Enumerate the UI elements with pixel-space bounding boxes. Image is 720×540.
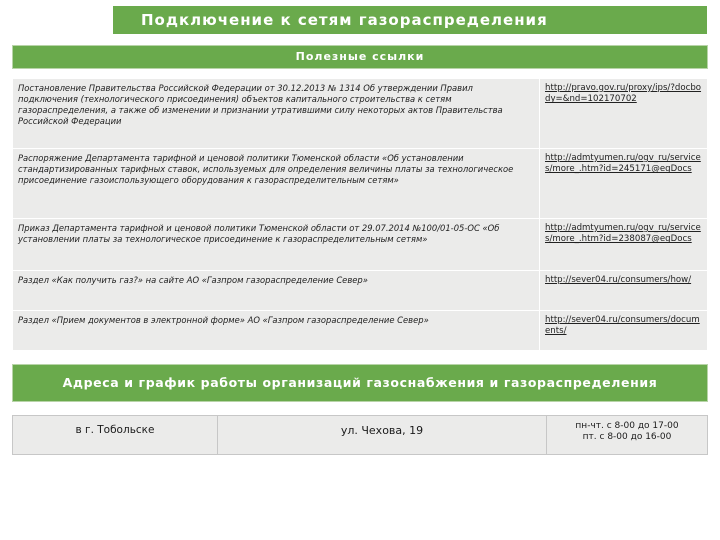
link-url[interactable] — [540, 311, 708, 351]
link-url-text[interactable]: http://admtyumen.ru/ogv_ru/services/more_.htm?id=245171@egDocs — [545, 153, 701, 175]
table-row — [13, 219, 708, 271]
link-url-text[interactable]: http://admtyumen.ru/ogv_ru/services/more_.htm?id=238087@egDocs — [545, 223, 701, 245]
table-row — [13, 79, 708, 149]
link-description: Раздел «Прием документов в электронной форме» АО «Газпром газораспределение Север» — [13, 311, 540, 351]
hours-line: пт. с 8-00 до 16-00 — [582, 432, 672, 443]
table-row — [13, 271, 708, 311]
link-url-text[interactable]: http://pravo.gov.ru/proxy/ips/?docbody=&nd=102170702 — [545, 83, 702, 105]
link-description: Постановление Правительства Российской Федерации от 30.12.2013 № 1314 Об утверждении Правил подключения (технологического присоединения) объектов капитального строительства к сетям газораспределения, а также об изменении и признании утратившими силу некоторых актов Правительства Российской Федерации — [13, 79, 540, 149]
addresses-table — [12, 415, 708, 455]
address-cell: ул. Чехова, 19 — [218, 416, 547, 455]
addresses-section-heading: Адреса и график работы организаций газоснабжения и газораспределения — [12, 364, 708, 402]
link-description: Приказ Департамента тарифной и ценовой политики Тюменской области от 29.07.2014 №100/01-05-ОС «Об установлении платы за технологическое присоединение к газораспределительным сетям» — [13, 219, 540, 271]
table-row — [13, 416, 708, 455]
table-row — [13, 311, 708, 351]
link-url-text[interactable]: http://sever04.ru/consumers/how/ — [545, 275, 692, 285]
link-url[interactable] — [540, 149, 708, 219]
hours-line: пн-чт. с 8-00 до 17-00 — [575, 421, 679, 431]
table-row — [13, 149, 708, 219]
link-url[interactable] — [540, 271, 708, 311]
link-url[interactable] — [540, 219, 708, 271]
links-section-heading: Полезные ссылки — [12, 45, 708, 69]
link-description: Раздел «Как получить газ?» на сайте АО «Газпром газораспределение Север» — [13, 271, 540, 311]
links-table — [12, 78, 708, 351]
link-description: Распоряжение Департамента тарифной и ценовой политики Тюменской области «Об установлении стандартизированных тарифных ставок, используемых для определения величины платы за технологическое присоединение газоиспользующего оборудования к газораспределительным сетям» — [13, 149, 540, 219]
hours-cell — [547, 416, 708, 455]
city-cell: в г. Тобольске — [13, 416, 218, 455]
page-title: Подключение к сетям газораспределения — [113, 6, 707, 34]
link-url-text[interactable]: http://sever04.ru/consumers/documents/ — [545, 315, 700, 337]
link-url[interactable] — [540, 79, 708, 149]
